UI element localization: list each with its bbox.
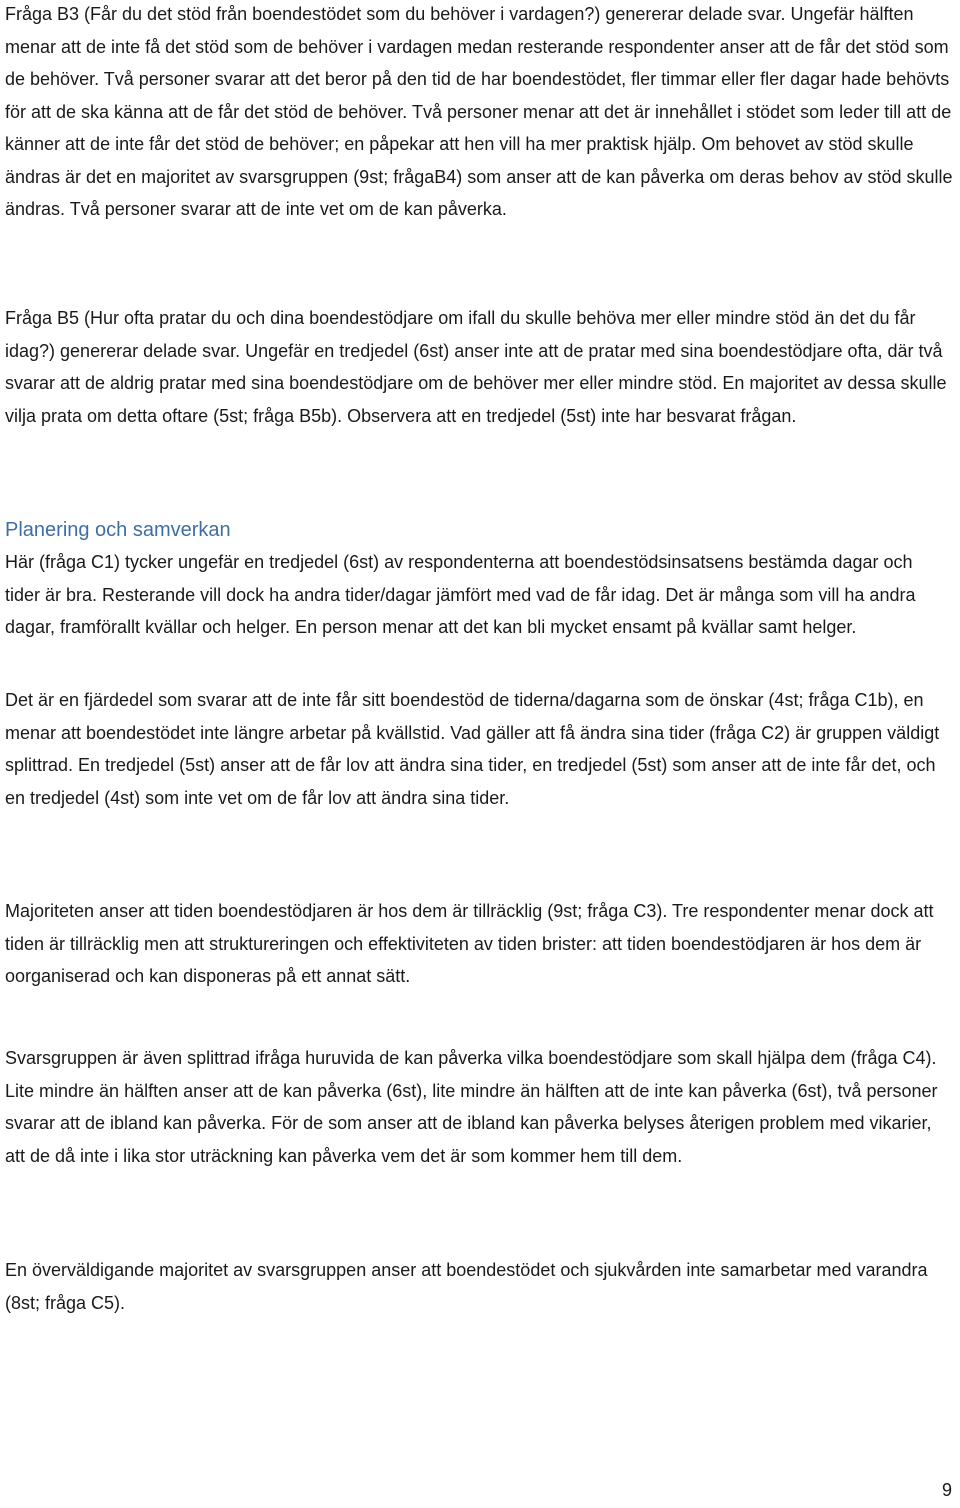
paragraph-c4: Svarsgruppen är även splittrad ifråga huruvida de kan påverka vilka boendestödjare som skall hjälpa dem (fråga C4). Lite mindre än hälften anser att de kan påverka (6st), lite mindre än hälften att de inte kan påverka (6st), två personer svarar att de ibland kan påverka. För de som anser att de ibland kan påverka belyses återigen problem med vikarier, att de då inte i lika stor uträckning kan påverka vem det är som kommer hem till dem.	[5, 1048, 938, 1166]
section-heading-planering: Planering och samverkan	[5, 519, 231, 541]
paragraph-c5: En överväldigande majoritet av svarsgruppen anser att boendestödet och sjukvården inte samarbetar med varandra (8st; fråga C5).	[5, 1260, 928, 1313]
paragraph-b5: Fråga B5 (Hur ofta pratar du och dina boendestödjare om ifall du skulle behöva mer eller mindre stöd än det du får idag?) genererar delade svar. Ungefär en tredjedel (6st) anser inte att de pratar med sina boendestödjare ofta, där två svarar att de aldrig pratar med sina boendestödjare om de behöver mer eller mindre stöd. En majoritet av dessa skulle vilja prata om detta oftare (5st; fråga B5b). Observera att en tredjedel (5st) inte har besvarat frågan.	[5, 308, 947, 426]
paragraph-c1b-c2: Det är en fjärdedel som svarar att de inte får sitt boendestöd de tiderna/dagarna som de önskar (4st; fråga C1b), en menar att boendestödet inte längre arbetar på kvällstid. Vad gäller att få ändra sina tider (fråga C2) är gruppen väldigt splittrad. En tredjedel (5st) anser att de får lov att ändra sina tider, en tredjedel (5st) som anser att de inte får det, och en tredjedel (4st) som inte vet om de får lov att ändra sina tider.	[5, 690, 940, 808]
paragraph-b3-b4: Fråga B3 (Får du det stöd från boendestödet som du behöver i vardagen?) genererar delade svar. Ungefär hälften menar att de inte få det stöd som de behöver i vardagen medan resterande respondenter anser att de får det stöd som de behöver. Två personer svarar att det beror på den tid de har boendestödet, fler timmar eller fler dagar hade behövts för att de ska känna att de får det stöd de behöver. Två personer menar att det är innehållet i stödet som leder till att de känner att de inte får det stöd de behöver; en påpekar att hen vill ha mer praktisk hjälp. Om behovet av stöd skulle ändras är det en majoritet av svarsgruppen (9st; frågaB4) som anser att de kan påverka om deras behov av stöd skulle ändras. Två personer svarar att de inte vet om de kan påverka.	[5, 4, 953, 219]
paragraph-c1: Här (fråga C1) tycker ungefär en tredjedel (6st) av respondenterna att boendestödsinsatsens bestämda dagar och tider är bra. Resterande vill dock ha andra tider/dagar jämfört med vad de får idag. Det är många som vill ha andra dagar, framförallt kvällar och helger. En person menar att det kan bli mycket ensamt på kvällar samt helger.	[5, 552, 916, 637]
paragraph-c3: Majoriteten anser att tiden boendestödjaren är hos dem är tillräcklig (9st; fråga C3). Tre respondenter menar dock att tiden är tillräcklig men att struktureringen och effektiviteten av tiden brister: att tiden boendestödjaren är hos dem är oorganiserad och kan disponeras på ett annat sätt.	[5, 901, 934, 986]
page-number: 9	[941, 1480, 952, 1500]
